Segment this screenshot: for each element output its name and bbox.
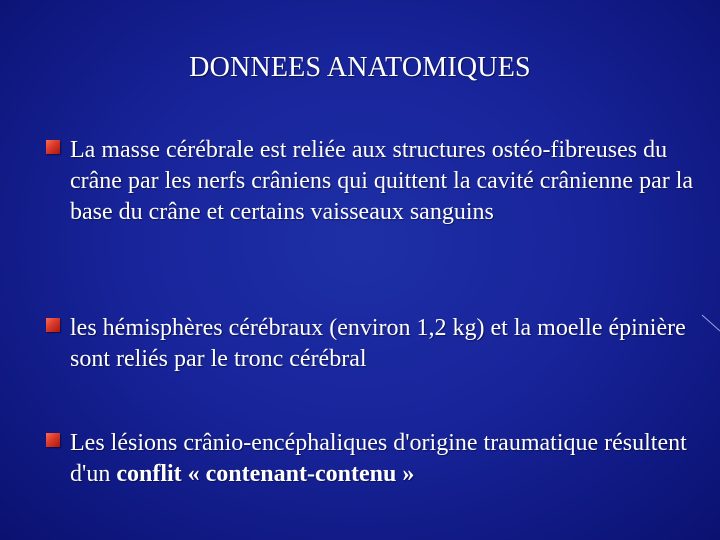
bullet-text-3 <box>70 428 696 490</box>
bullet-square-icon <box>46 433 60 447</box>
bullet-text-3-regular: Les lésions crânio-encéphaliques d'origine traumatique résultent d'un <box>70 430 687 487</box>
edge-line-decoration <box>700 313 720 335</box>
bullet-item-2 <box>46 313 696 375</box>
bullet-square-icon <box>46 140 60 154</box>
bullet-square-icon <box>46 318 60 332</box>
bullet-item-1 <box>46 135 696 228</box>
slide-title: DONNEES ANATOMIQUES <box>189 52 531 83</box>
bullet-text-3-bold: conflit « contenant-contenu » <box>116 461 415 487</box>
bullet-text-2: les hémisphères cérébraux (environ 1,2 kg) et la moelle épinière sont reliés par le tronc cérébral <box>70 315 686 372</box>
bullet-item-3 <box>46 428 696 490</box>
bullet-text-1: La masse cérébrale est reliée aux structures ostéo-fibreuses du crâne par les nerfs crâniens qui quittent la cavité crânienne par la base du crâne et certains vaisseaux sanguins <box>70 137 694 225</box>
